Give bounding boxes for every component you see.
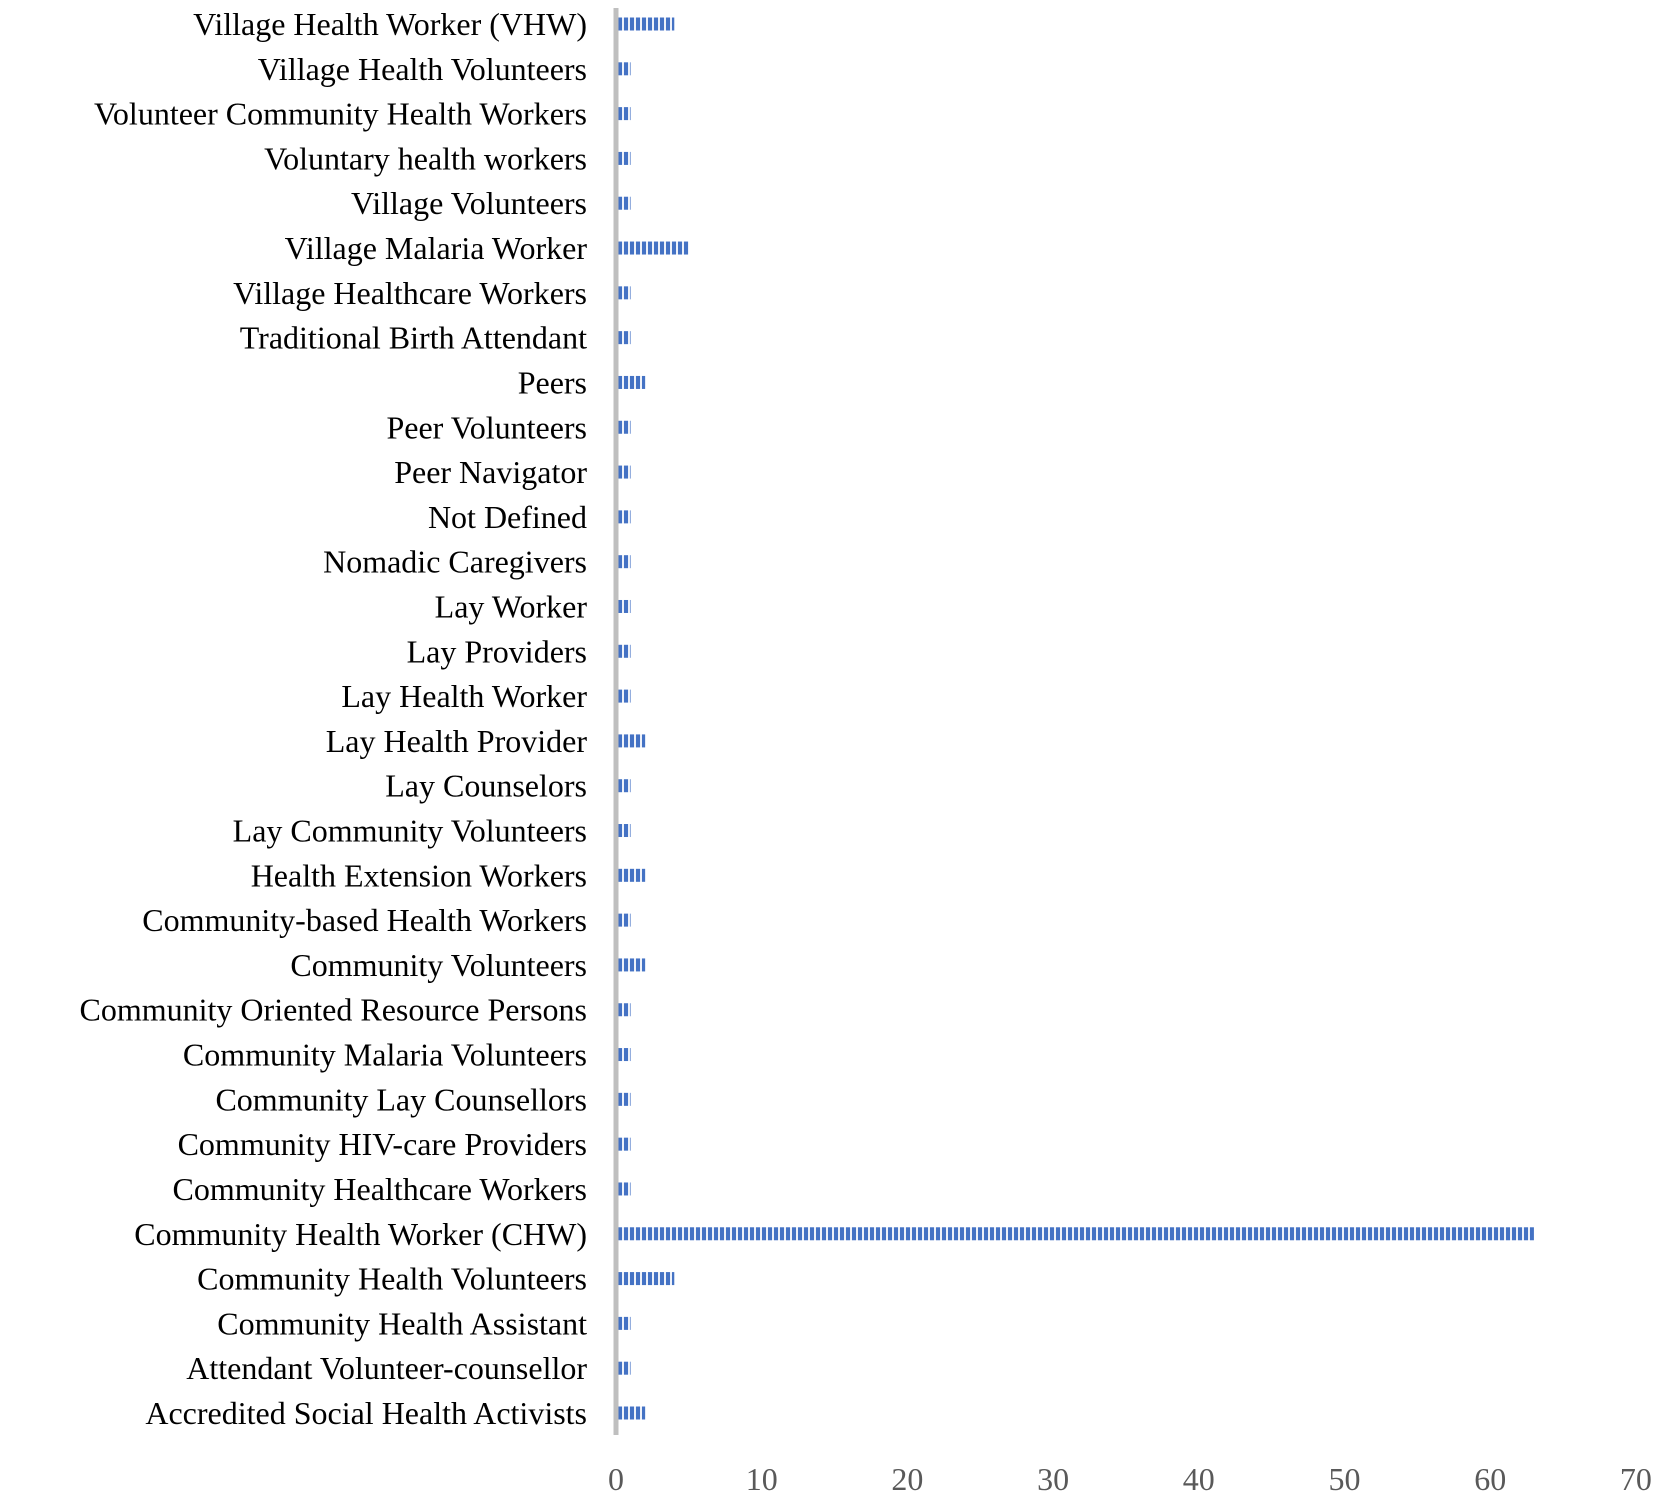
bar xyxy=(618,555,631,568)
category-label: Peer Volunteers xyxy=(386,409,587,446)
category-label: Village Volunteers xyxy=(351,185,587,222)
category-labels xyxy=(80,6,588,1431)
bar xyxy=(618,466,631,479)
category-label: Voluntary health workers xyxy=(264,140,587,177)
bar xyxy=(618,62,631,75)
category-label: Lay Worker xyxy=(434,588,587,625)
bar xyxy=(618,510,631,523)
category-label: Community-based Health Workers xyxy=(142,902,587,939)
bar xyxy=(618,1093,631,1106)
category-label: Community Health Volunteers xyxy=(197,1260,587,1297)
bar xyxy=(618,600,631,613)
bar xyxy=(618,779,631,792)
category-label: Lay Counselors xyxy=(385,767,587,804)
category-label: Lay Health Provider xyxy=(325,722,587,759)
bar xyxy=(618,690,631,703)
bar xyxy=(618,1362,631,1375)
category-label: Peers xyxy=(517,364,587,401)
category-label: Lay Community Volunteers xyxy=(232,812,587,849)
bar xyxy=(618,331,631,344)
category-label: Village Health Worker (VHW) xyxy=(193,6,587,42)
category-label: Lay Health Worker xyxy=(341,678,587,715)
bar xyxy=(618,1048,631,1061)
bar xyxy=(618,1407,645,1420)
bars-layer xyxy=(618,18,1534,1420)
bar xyxy=(618,421,631,434)
bar xyxy=(618,914,631,927)
category-label: Community Malaria Volunteers xyxy=(182,1036,587,1073)
category-label: Village Malaria Worker xyxy=(284,230,587,267)
category-label: Attendant Volunteer-counsellor xyxy=(186,1350,587,1387)
x-tick-label: 10 xyxy=(745,1461,778,1497)
category-label: Health Extension Workers xyxy=(250,857,587,894)
bar xyxy=(618,18,674,31)
category-label: Community Volunteers xyxy=(290,946,587,983)
bar xyxy=(618,1182,631,1195)
category-label: Volunteer Community Health Workers xyxy=(93,95,587,132)
category-label: Community Health Worker (CHW) xyxy=(134,1215,587,1252)
bar xyxy=(618,734,645,747)
category-label: Village Health Volunteers xyxy=(257,50,587,87)
bar xyxy=(618,197,631,210)
category-label: Peer Navigator xyxy=(394,454,587,491)
bar xyxy=(618,869,645,882)
x-tick-label: 30 xyxy=(1037,1461,1070,1497)
bar xyxy=(618,376,645,389)
x-axis-ticks xyxy=(608,1461,1652,1497)
category-label: Community HIV-care Providers xyxy=(177,1126,587,1163)
category-label: Not Defined xyxy=(427,498,587,535)
bar xyxy=(618,152,631,165)
category-label: Community Healthcare Workers xyxy=(172,1170,587,1207)
category-label: Nomadic Caregivers xyxy=(323,543,587,580)
category-label: Community Oriented Resource Persons xyxy=(79,991,587,1028)
category-label: Village Healthcare Workers xyxy=(233,274,587,311)
bar xyxy=(618,1272,674,1285)
x-tick-label: 20 xyxy=(891,1461,924,1497)
x-tick-label: 70 xyxy=(1619,1461,1652,1497)
bar xyxy=(618,242,689,255)
x-tick-label: 50 xyxy=(1328,1461,1361,1497)
bar xyxy=(618,1003,631,1016)
x-tick-label: 60 xyxy=(1474,1461,1507,1497)
bar xyxy=(618,1227,1534,1240)
x-tick-label: 40 xyxy=(1182,1461,1215,1497)
bar xyxy=(618,107,631,120)
category-label: Traditional Birth Attendant xyxy=(239,319,587,356)
bar xyxy=(618,286,631,299)
bar xyxy=(618,645,631,658)
bar xyxy=(618,1317,631,1330)
category-label: Community Health Assistant xyxy=(217,1305,587,1342)
category-label: Accredited Social Health Activists xyxy=(145,1395,587,1431)
bar xyxy=(618,958,645,971)
category-label: Community Lay Counsellors xyxy=(215,1081,587,1118)
bar xyxy=(618,824,631,837)
category-label: Lay Providers xyxy=(406,633,587,670)
bar xyxy=(618,1138,631,1151)
x-tick-label: 0 xyxy=(608,1461,624,1497)
